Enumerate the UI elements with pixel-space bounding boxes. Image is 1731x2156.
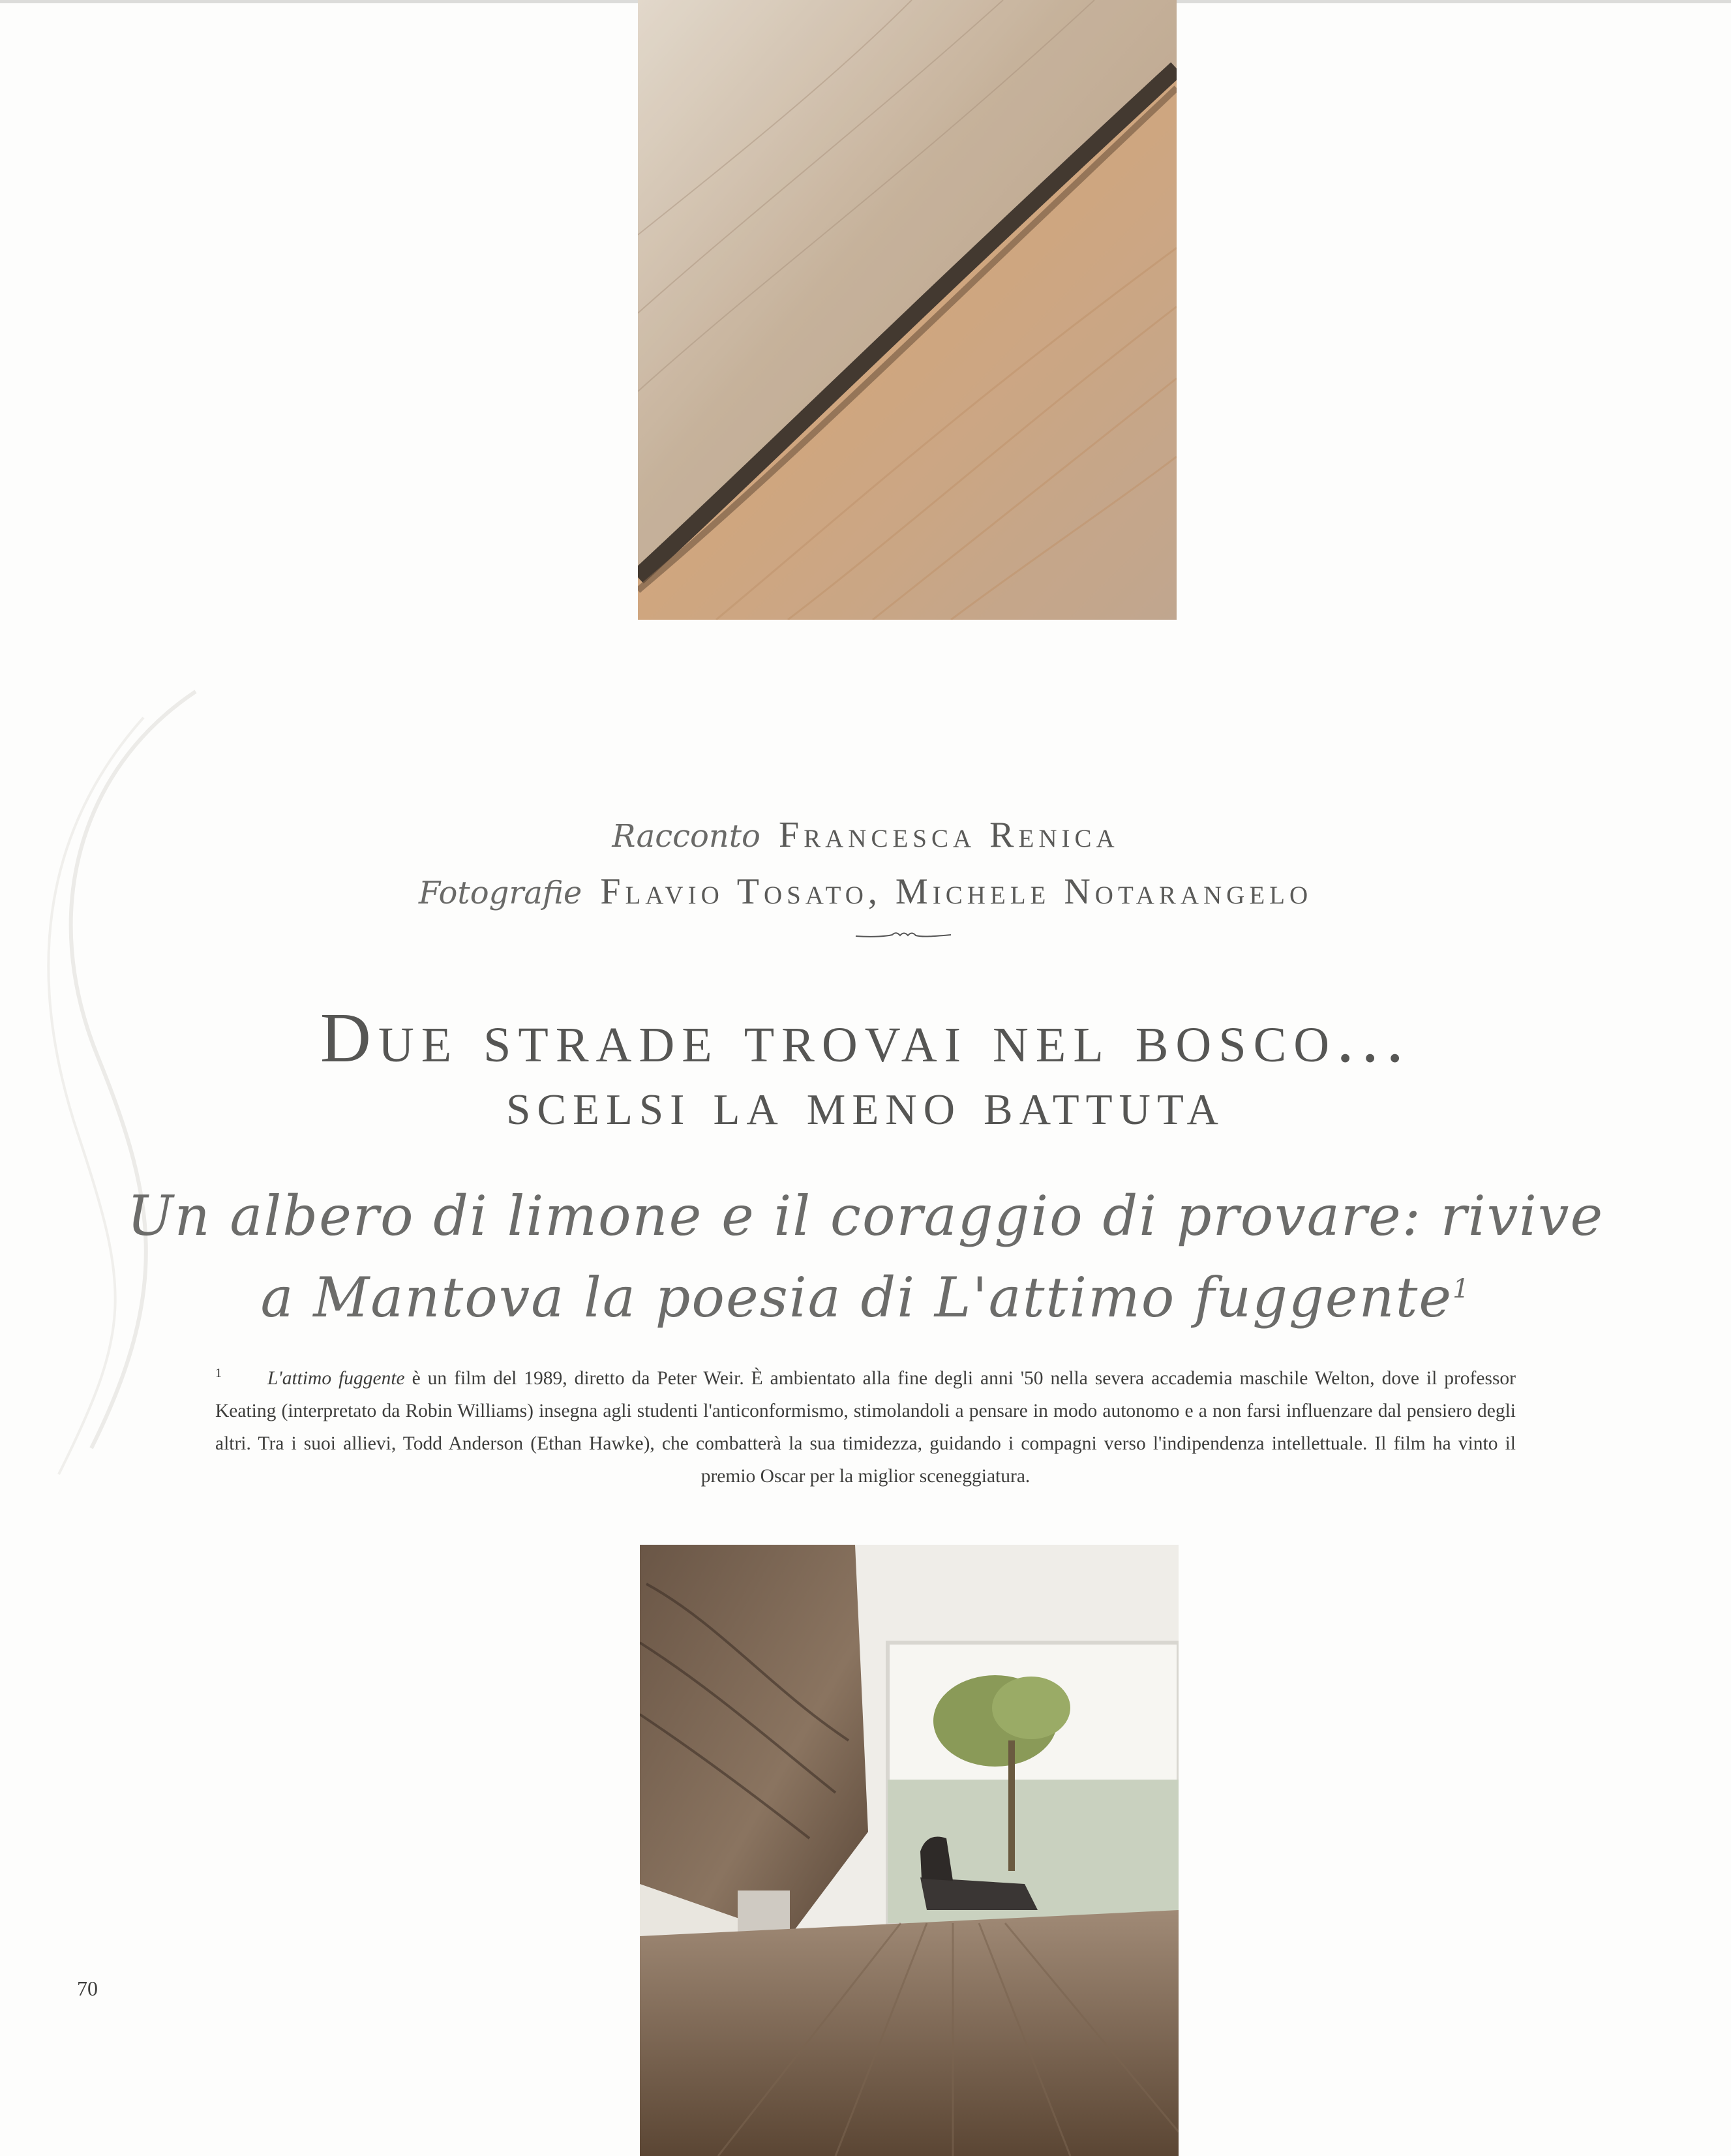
subtitle-line2 — [0, 1266, 1731, 1329]
subtitle-footnote-marker: 1 — [1453, 1274, 1471, 1304]
subtitle-line2-text: a Mantova la poesia di L'attimo fuggente — [260, 1266, 1453, 1329]
wood-crack-photo — [638, 0, 1177, 620]
photo-credit — [0, 871, 1731, 913]
flourish-divider — [854, 930, 952, 943]
story-label: Racconto — [612, 818, 760, 855]
article-title-line2: scelsi la meno battuta — [506, 1068, 1225, 1138]
story-author: Francesca Renica — [778, 815, 1119, 855]
story-credit — [0, 814, 1731, 856]
footnote — [215, 1357, 1516, 1493]
article-title-line1: Due strade trovai nel bosco... — [320, 999, 1411, 1077]
photo-label: Fotografie — [418, 875, 582, 911]
interior-wood-floor-photo — [640, 1545, 1179, 2156]
footnote-film-title: L'attimo fuggente — [267, 1367, 405, 1389]
page-number: 70 — [77, 1977, 98, 2000]
footnote-text: è un film del 1989, diretto da Peter Weir. È ambientato alla fine degli anni '50 nella severa accademia maschile Welton, dove il professor Keating (interpretato da Robin Williams) insegna agli studenti l'anticonformismo, stimolandoli a pensare in modo autonomo e a non farsi influenzare dal pensiero degli altri. Tra i suoi allievi, Todd Anderson (Ethan Hawke), che combatterà la sua timidezza, guidando i compagni verso l'indipendenza intellettuale. Il film ha vinto il premio Oscar per la miglior sceneggiatura. — [215, 1367, 1516, 1487]
subtitle-line1: Un albero di limone e il coraggio di provare: rivive — [127, 1184, 1604, 1248]
footnote-number: 1 — [215, 1366, 222, 1380]
photo-authors: Flavio Tosato, Michele Notarangelo — [600, 872, 1313, 912]
